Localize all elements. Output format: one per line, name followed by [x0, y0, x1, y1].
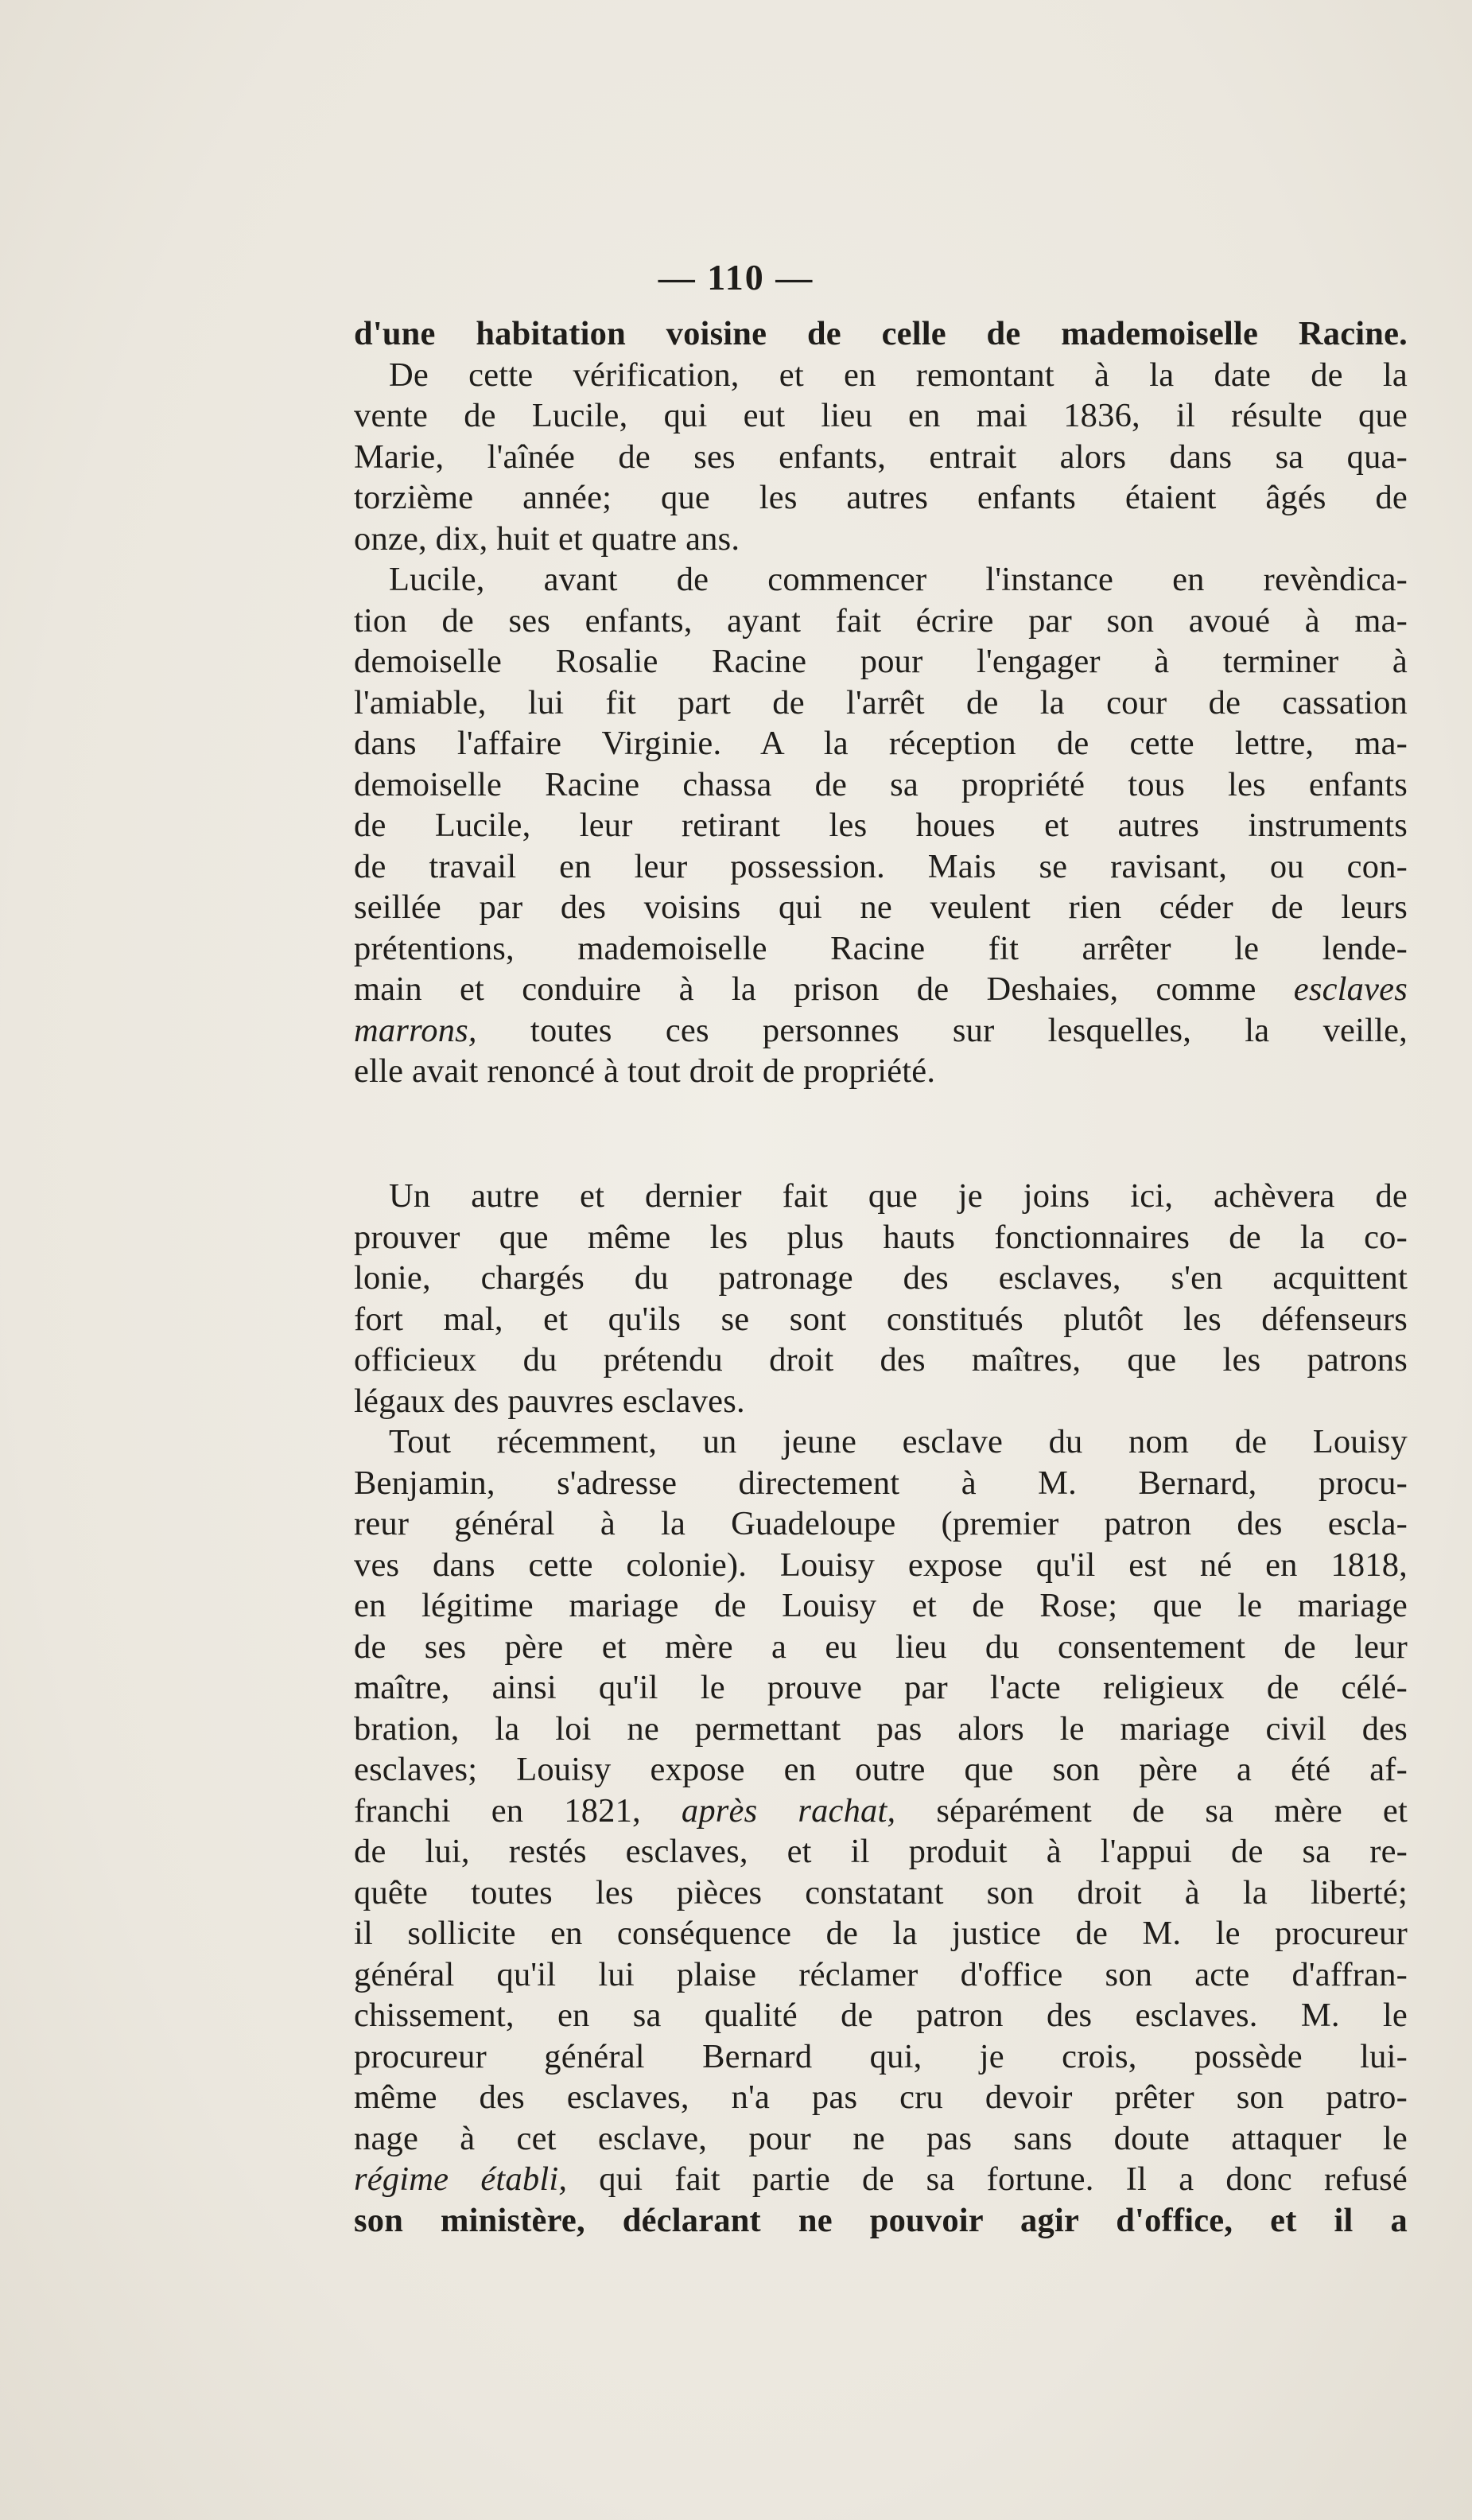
text-line: reur général à la Guadeloupe (premier patron des escla- [354, 1505, 1408, 1542]
text-line: de Lucile, leur retirant les houes et autres instruments [354, 807, 1408, 844]
italic-term: esclaves [1293, 970, 1408, 1008]
text-line: l'amiable, lui fit part de l'arrêt de la cour de cassation [354, 683, 1408, 721]
text-line: Marie, l'aînée de ses enfants, entrait alors dans sa qua- [354, 438, 1408, 476]
text-line: prétentions, mademoiselle Racine fit arrêter le lende- [354, 929, 1408, 967]
text-line: onze, dix, huit et quatre ans. [354, 519, 740, 558]
text-line: prouver que même les plus hauts fonctionnaires de la co- [354, 1218, 1408, 1256]
text-line: procureur général Bernard qui, je crois, possède lui- [354, 2037, 1408, 2075]
text-line: son ministère, déclarant ne pouvoir agir d'office, et il a [354, 2201, 1408, 2239]
text-line: lonie, chargés du patronage des esclaves, s'en acquittent [354, 1259, 1408, 1297]
text-line-with-italic [354, 2159, 1408, 2200]
text-line: il sollicite en conséquence de la justice de M. le procureur [354, 1915, 1408, 1952]
text-line: même des esclaves, n'a pas cru devoir prêter son patro- [354, 2079, 1408, 2116]
text-line: demoiselle Racine chassa de sa propriété tous les enfants [354, 765, 1408, 803]
italic-term: régime établi, [354, 2160, 568, 2198]
text-line: vente de Lucile, qui eut lieu en mai 1836, il résulte que [354, 397, 1408, 434]
paragraph-block-racine [354, 313, 1408, 1092]
text-line: esclaves; Louisy expose en outre que son père a été af- [354, 1751, 1408, 1788]
text-line-with-italic [354, 1010, 1408, 1052]
italic-term: après rachat, [681, 1791, 896, 1830]
italic-term: marrons, [354, 1011, 477, 1049]
text-line: Lucile, avant de commencer l'instance en revèndica- [389, 561, 1408, 598]
text-line: de ses père et mère a eu lieu du consentement de leur [354, 1628, 1408, 1666]
text-line: Benjamin, s'adresse directement à M. Bernard, procu- [354, 1464, 1408, 1502]
text-line: Tout récemment, un jeune esclave du nom de Louisy [389, 1423, 1408, 1460]
text-line: d'une habitation voisine de celle de mademoiselle Racine. [354, 315, 1408, 352]
text-line: elle avait renoncé à tout droit de propriété. [354, 1052, 936, 1090]
text-line: nage à cet esclave, pour ne pas sans doute attaquer le [354, 2119, 1408, 2157]
text-run: main et conduire à la prison de Deshaies, comme [354, 970, 1256, 1008]
page-number: — 110 — [658, 257, 814, 298]
paragraph-block-louisy [354, 1176, 1408, 2241]
text-line: de travail en leur possession. Mais se ravisant, ou con- [354, 847, 1408, 885]
text-line: de lui, restés esclaves, et il produit à l'appui de sa re- [354, 1833, 1408, 1870]
text-line: légaux des pauvres esclaves. [354, 1382, 745, 1420]
text-line: tion de ses enfants, ayant fait écrire par son avoué à ma- [354, 601, 1408, 640]
text-line: officieux du prétendu droit des maîtres, que les patrons [354, 1341, 1408, 1379]
text-line: Un autre et dernier fait que je joins ici, achèvera de [389, 1177, 1408, 1215]
text-line: dans l'affaire Virginie. A la réception de cette lettre, ma- [354, 725, 1408, 762]
text-run: toutes ces personnes sur lesquelles, la veille, [476, 1011, 1408, 1049]
text-line: torzième année; que les autres enfants étaient âgés de [354, 479, 1408, 516]
text-line: général qu'il lui plaise réclamer d'office son acte d'affran- [354, 1955, 1408, 1993]
text-line: maître, ainsi qu'il le prouve par l'acte religieux de célé- [354, 1669, 1408, 1706]
text-line: fort mal, et qu'ils se sont constitués plutôt les défenseurs [354, 1300, 1408, 1338]
text-line: en légitime mariage de Louisy et de Rose; que le mariage [354, 1587, 1408, 1624]
text-line-with-italic [354, 969, 1408, 1010]
text-run: franchi en 1821, [354, 1791, 641, 1830]
text-run: séparément de sa mère et [895, 1791, 1408, 1830]
text-run: qui fait partie de sa fortune. Il a donc refusé [567, 2160, 1408, 2198]
text-line-with-italic [354, 1791, 1408, 1832]
text-line: ves dans cette colonie). Louisy expose qu'il est né en 1818, [354, 1546, 1408, 1584]
text-line: seillée par des voisins qui ne veulent rien céder de leurs [354, 889, 1408, 926]
text-line: quête toutes les pièces constatant son droit à la liberté; [354, 1873, 1408, 1911]
text-line: De cette vérification, et en remontant à la date de la [389, 356, 1408, 394]
text-line: bration, la loi ne permettant pas alors le mariage civil des [354, 1709, 1408, 1748]
text-line: chissement, en sa qualité de patron des esclaves. M. le [354, 1997, 1408, 2034]
text-line: demoiselle Rosalie Racine pour l'engager à terminer à [354, 643, 1408, 680]
